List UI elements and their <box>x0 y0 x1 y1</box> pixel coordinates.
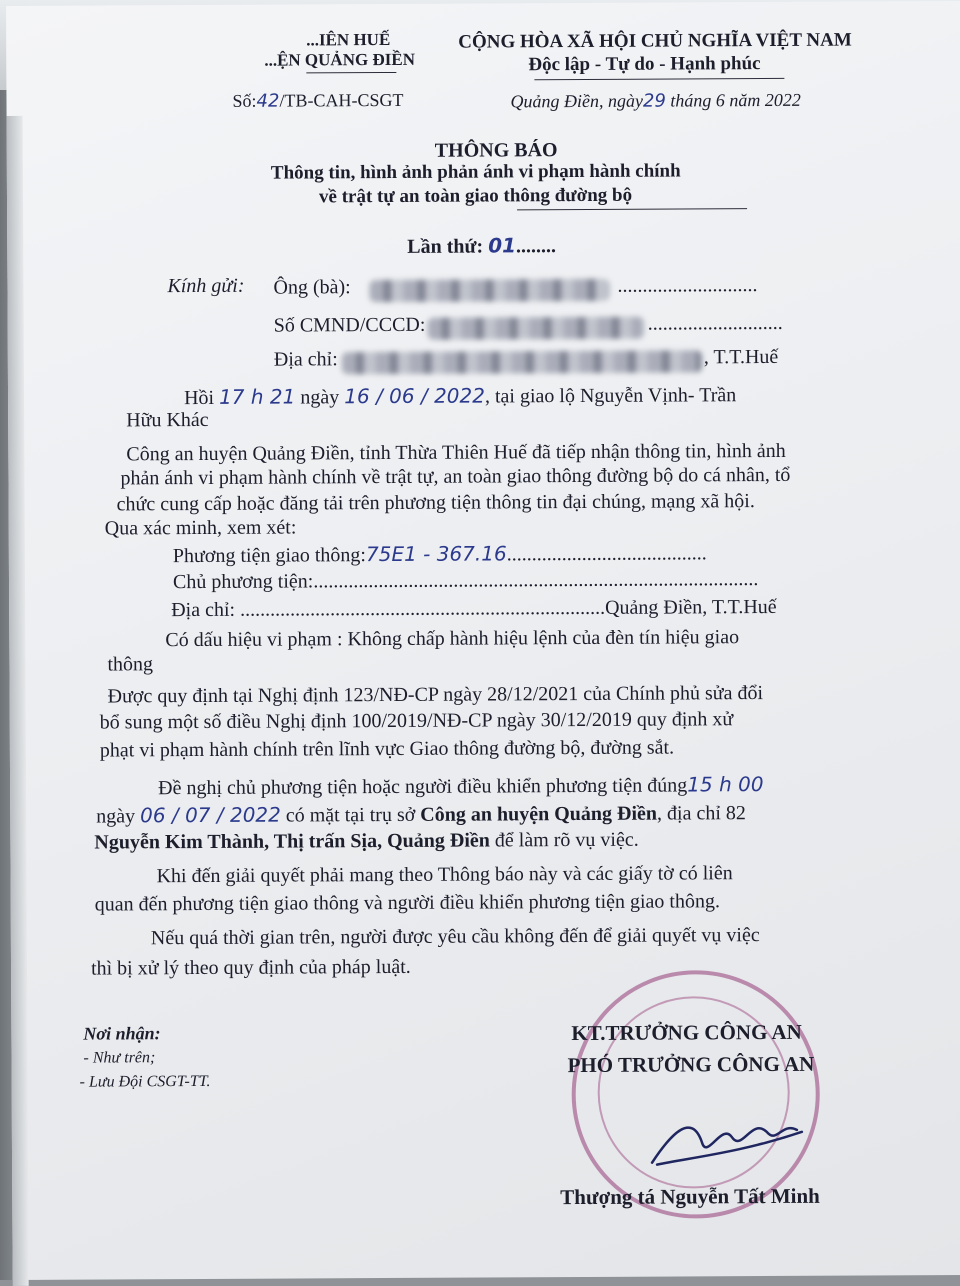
late-l2: thì bị xử lý theo quy định của pháp luật. <box>90 955 411 980</box>
document-number-hand: 42 <box>256 90 280 112</box>
redacted-name <box>369 279 609 302</box>
document-sheet <box>6 1 960 1280</box>
incident-place-cont: Hữu Khác <box>126 408 209 432</box>
body-p1-l3: chức cung cấp hoặc đăng tải trên phương tiện thông tin đại chúng, mạng xã hội. <box>116 490 755 516</box>
body-p1-l1: Công an huyện Quảng Điền, tỉnh Thừa Thiên Huế đã tiếp nhận thông tin, hình ảnh <box>126 439 786 466</box>
law-l2: bổ sung một số điều Nghị định 100/2019/NĐ-CP ngày 30/12/2019 quy định xử <box>99 708 734 734</box>
bring-l2: quan đến phương tiện giao thông và người điều khiển phương tiện giao thông. <box>94 890 721 916</box>
request-l3: Nguyễn Kim Thành, Thị trấn Sịa, Quảng Điền để làm rõ vụ việc. <box>94 828 639 854</box>
recipient-name-label: Ông (bà): <box>273 276 351 299</box>
id-dots: ........................... <box>647 311 783 335</box>
vehicle-plate-hand: 75E1 - 367.16 <box>365 541 507 567</box>
attempt-hand: 01 <box>488 233 517 258</box>
violation-l2: thông <box>107 653 154 676</box>
recipients-item-1: - Như trên; <box>83 1049 156 1067</box>
recipients-item-2: - Lưu Đội CSGT-TT. <box>79 1072 211 1091</box>
body-p1-l2: phản ánh vi phạm hành chính về trật tự, an toàn giao thông đường bộ do cá nhân, tổ <box>120 463 791 490</box>
attempt-number: Lần thứ: 01........ <box>407 233 557 258</box>
org-line2: ...ỆN QUẢNG ĐIỀN <box>264 49 415 70</box>
document-date: Quảng Điền, ngày29 tháng 6 năm 2022 <box>510 89 801 112</box>
handwritten-signature <box>632 1102 832 1183</box>
law-l3: phạt vi phạm hành chính trên lĩnh vực Giao thông đường bộ, đường sắt. <box>99 736 675 762</box>
motto-underline <box>534 78 784 80</box>
owner-line: Chủ phương tiện:......................................................................................... <box>172 568 759 594</box>
recipients-heading: Nơi nhận: <box>83 1023 161 1044</box>
incident-time-hand: 17 h 21 <box>218 384 296 409</box>
violation-l1: Có dấu hiệu vi phạm : Không chấp hành hiệu lệnh của đèn tín hiệu giao <box>165 626 740 652</box>
request-time-hand: 15 h 00 <box>687 772 764 797</box>
date-day-hand: 29 <box>642 90 666 112</box>
incident-date-hand: 16 / 06 / 2022 <box>344 383 485 409</box>
signer-title-1: KT.TRƯỞNG CÔNG AN <box>571 1019 802 1046</box>
recipient-name-dots: ............................ <box>617 274 758 297</box>
law-l1: Được quy định tại Nghị định 123/NĐ-CP ngày 28/12/2021 của Chính phủ sửa đổi <box>107 682 764 708</box>
nation-name: CỘNG HÒA XÃ HỘI CHỦ NGHĨA VIỆT NAM <box>458 29 852 53</box>
bring-l1: Khi đến giải quyết phải mang theo Thông báo này và các giấy tờ có liên <box>156 862 733 888</box>
document-title: THÔNG BÁO <box>434 139 558 162</box>
signer-name: Thượng tá Nguyễn Tất Minh <box>560 1183 820 1210</box>
document-number: Số:42/TB-CAH-CSGT <box>232 89 404 112</box>
vehicle-line: Phương tiện giao thông:75E1 - 367.16........................................ <box>172 541 707 568</box>
verification-label: Qua xác minh, xem xét: <box>104 516 297 540</box>
incident-line: Hồi 17 h 21 ngày 16 / 06 / 2022, tại giao lộ Nguyễn Vịnh- Trần <box>183 383 737 410</box>
kinh-gui-label: Kính gửi: <box>167 274 245 298</box>
id-label: Số CMND/CCCD: <box>273 313 426 337</box>
vehicle-address-line: Địa chỉ: .........................................................................Quảng Điền, T.T.Huế <box>171 595 777 622</box>
title-underline <box>517 208 747 210</box>
late-l1: Nếu quá thời gian trên, người được yêu cầu không đến để giải quyết vụ việc <box>150 924 760 950</box>
document-subtitle-1: Thông tin, hình ảnh phản ánh vi phạm hành chính <box>270 160 681 184</box>
address-label: Địa chỉ: <box>273 348 338 371</box>
org-underline <box>306 72 396 73</box>
request-date-hand: 06 / 07 / 2022 <box>140 802 281 828</box>
request-l1: Đề nghị chủ phương tiện hoặc người điều khiển phương tiện đúng15 h 00 <box>158 772 764 800</box>
signer-title-2: PHÓ TRƯỞNG CÔNG AN <box>567 1051 815 1078</box>
org-line1: ...IÊN HUẾ <box>306 29 391 50</box>
national-motto: Độc lập - Tự do - Hạnh phúc <box>528 53 761 76</box>
document-subtitle-2: về trật tự an toàn giao thông đường bộ <box>318 184 633 208</box>
redacted-id <box>428 317 644 340</box>
request-l2: ngày 06 / 07 / 2022 có mặt tại trụ sở Công an huyện Quảng Điền, địa chỉ 82 <box>96 802 746 828</box>
address-province: , T.T.Huế <box>703 345 779 369</box>
redacted-address <box>342 350 702 374</box>
